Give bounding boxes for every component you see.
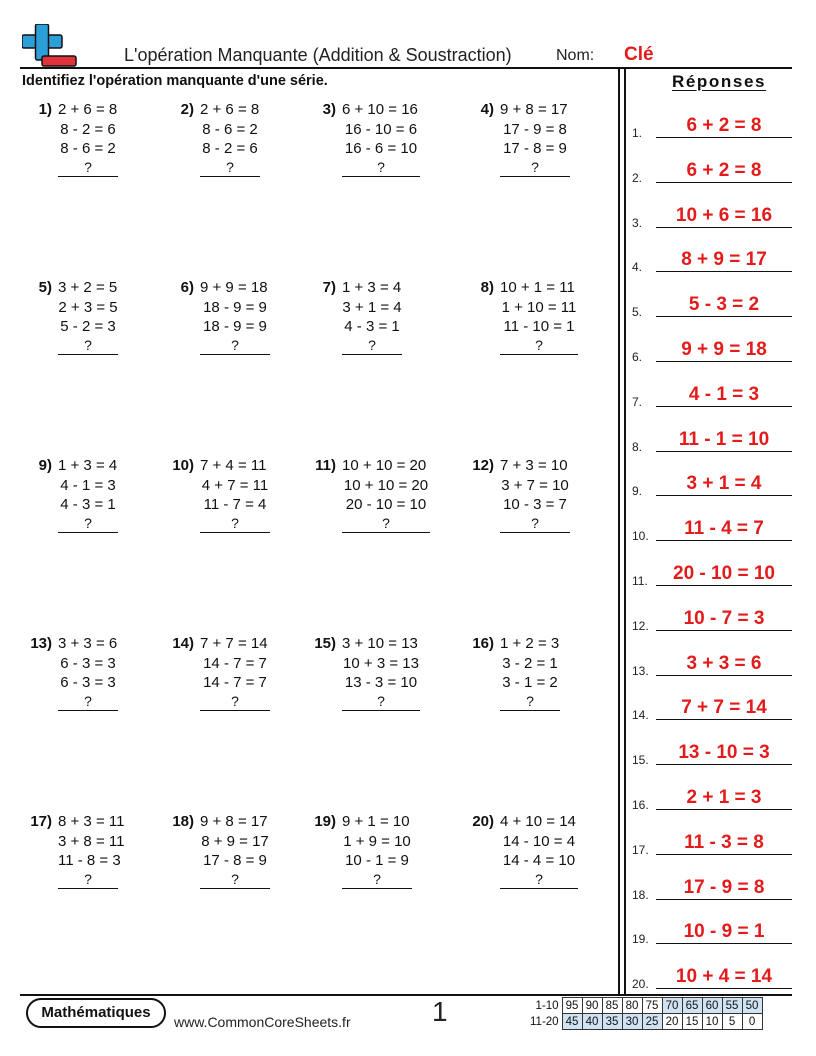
answer-number: 17. bbox=[632, 842, 649, 857]
answer-text: 10 + 6 = 16 bbox=[675, 204, 773, 226]
equation: 11 - 10 = 1 bbox=[503, 318, 575, 335]
equation: 5 - 2 = 3 bbox=[60, 318, 116, 335]
page-number: 1 bbox=[432, 996, 448, 1027]
answer-row bbox=[632, 872, 792, 902]
score-table bbox=[527, 997, 763, 1030]
answer-line bbox=[656, 809, 792, 810]
problem-number: 8) bbox=[480, 279, 494, 296]
answer-line bbox=[656, 899, 792, 900]
header-divider bbox=[20, 67, 792, 69]
answer-text: 5 - 3 = 2 bbox=[688, 294, 760, 316]
score-cell: 45 bbox=[562, 1014, 582, 1030]
name-value: Clé bbox=[624, 44, 654, 65]
equation: 11 - 8 = 3 bbox=[58, 852, 121, 869]
problem-15 bbox=[304, 634, 444, 734]
answer-number: 10. bbox=[632, 529, 649, 544]
answer-text: 8 + 9 = 17 bbox=[681, 249, 767, 271]
equation: 10 - 1 = 9 bbox=[345, 852, 409, 869]
answer-line bbox=[656, 495, 792, 496]
equation-group bbox=[200, 812, 270, 889]
equation-group bbox=[342, 278, 402, 355]
answer-number: 2. bbox=[632, 170, 643, 185]
equation: 17 - 8 = 9 bbox=[203, 852, 267, 869]
problem-number: 10) bbox=[172, 457, 194, 474]
answer-line bbox=[656, 406, 792, 407]
equation: 4 - 1 = 3 bbox=[60, 476, 116, 494]
answer-number: 8. bbox=[632, 439, 643, 454]
answer-text: 11 - 1 = 10 bbox=[678, 428, 770, 450]
problem-number: 16) bbox=[472, 635, 494, 652]
equation: 1 + 2 = 3 bbox=[500, 635, 560, 652]
equation: 4 - 3 = 1 bbox=[344, 318, 400, 335]
score-row-label: 1-10 bbox=[535, 999, 559, 1012]
plus-minus-icon bbox=[22, 24, 78, 70]
missing-operation-blank[interactable]: ? bbox=[500, 693, 560, 711]
equation: 8 - 2 = 6 bbox=[60, 120, 116, 138]
answer-number: 5. bbox=[632, 305, 643, 320]
missing-operation-blank[interactable]: ? bbox=[200, 159, 260, 177]
problem-20 bbox=[462, 812, 602, 912]
equation-group bbox=[200, 278, 270, 355]
answer-line bbox=[656, 630, 792, 631]
missing-operation-blank[interactable]: ? bbox=[200, 337, 270, 355]
equation: 7 + 3 = 10 bbox=[500, 457, 568, 474]
answer-row bbox=[632, 334, 792, 364]
problem-14 bbox=[162, 634, 302, 734]
missing-operation-blank[interactable]: ? bbox=[58, 515, 118, 533]
missing-operation-blank[interactable]: ? bbox=[500, 871, 578, 889]
score-cell: 5 bbox=[722, 1014, 742, 1030]
equation: 4 - 3 = 1 bbox=[60, 496, 116, 513]
problem-number: 18) bbox=[172, 813, 194, 830]
answer-text: 17 - 9 = 8 bbox=[683, 876, 765, 898]
equation: 3 + 3 = 6 bbox=[58, 635, 118, 652]
equation-group bbox=[500, 100, 570, 177]
answer-text: 3 + 1 = 4 bbox=[686, 473, 762, 495]
problem-number: 19) bbox=[314, 813, 336, 830]
answer-row bbox=[632, 648, 792, 678]
equation: 1 + 3 = 4 bbox=[342, 279, 402, 296]
answer-number: 4. bbox=[632, 260, 643, 275]
answer-line bbox=[656, 316, 792, 317]
equation: 4 + 7 = 11 bbox=[201, 476, 269, 494]
score-cell: 10 bbox=[702, 1014, 722, 1030]
equation: 3 + 10 = 13 bbox=[342, 635, 418, 652]
score-cell: 95 bbox=[562, 998, 582, 1014]
answer-number: 1. bbox=[632, 126, 643, 140]
column-divider-right bbox=[624, 68, 626, 994]
problem-number: 6) bbox=[180, 279, 194, 296]
equation: 8 - 6 = 2 bbox=[60, 140, 116, 157]
equation: 13 - 3 = 10 bbox=[344, 674, 418, 691]
answer-row bbox=[632, 558, 792, 588]
problem-number: 14) bbox=[172, 635, 194, 652]
answer-number: 18. bbox=[632, 887, 649, 902]
problem-number: 20) bbox=[472, 813, 494, 830]
answer-text: 7 + 7 = 14 bbox=[681, 697, 767, 719]
answer-row bbox=[632, 200, 792, 230]
missing-operation-blank[interactable]: ? bbox=[342, 693, 420, 711]
problem-number: 5) bbox=[38, 279, 52, 296]
answer-row bbox=[632, 468, 792, 498]
answer-number: 14. bbox=[632, 708, 649, 723]
problem-number: 15) bbox=[314, 635, 336, 652]
equation: 9 + 8 = 17 bbox=[500, 101, 568, 118]
problem-number: 3) bbox=[322, 101, 336, 118]
answer-text: 10 - 9 = 1 bbox=[683, 921, 765, 943]
equation: 4 + 10 = 14 bbox=[500, 813, 576, 830]
missing-operation-blank[interactable]: ? bbox=[342, 159, 420, 177]
answer-text: 13 - 10 = 3 bbox=[678, 742, 770, 764]
problem-3 bbox=[304, 100, 444, 200]
equation: 14 - 10 = 4 bbox=[502, 832, 576, 850]
answers-title: Réponses bbox=[672, 72, 767, 91]
problem-11 bbox=[304, 456, 444, 556]
problem-number: 17) bbox=[30, 813, 52, 830]
answer-number: 13. bbox=[632, 663, 649, 678]
problem-number: 1) bbox=[38, 101, 52, 118]
equation-group bbox=[500, 812, 578, 889]
equation-group bbox=[58, 100, 118, 177]
equation: 6 - 3 = 3 bbox=[60, 654, 116, 672]
equation: 3 + 2 = 5 bbox=[58, 279, 118, 296]
equation: 3 - 1 = 2 bbox=[502, 674, 558, 691]
equation: 10 - 3 = 7 bbox=[503, 496, 567, 513]
score-cell: 25 bbox=[642, 1014, 662, 1030]
missing-operation-blank[interactable]: ? bbox=[58, 159, 118, 177]
missing-operation-blank[interactable]: ? bbox=[58, 693, 118, 711]
equation: 9 + 1 = 10 bbox=[342, 813, 410, 830]
answer-line bbox=[656, 451, 792, 452]
missing-operation-blank[interactable]: ? bbox=[500, 337, 578, 355]
missing-operation-blank[interactable]: ? bbox=[500, 159, 570, 177]
equation: 3 - 2 = 1 bbox=[502, 654, 558, 672]
equation: 14 - 4 = 10 bbox=[502, 852, 576, 869]
score-row bbox=[527, 1014, 762, 1030]
equation: 1 + 3 = 4 bbox=[58, 457, 118, 474]
missing-operation-blank[interactable]: ? bbox=[342, 337, 402, 355]
score-cell: 30 bbox=[622, 1014, 642, 1030]
answer-number: 3. bbox=[632, 215, 643, 230]
equation: 16 - 10 = 6 bbox=[344, 120, 418, 138]
missing-operation-blank[interactable]: ? bbox=[200, 693, 270, 711]
equation-group bbox=[500, 634, 560, 711]
answer-line bbox=[656, 137, 792, 138]
answer-number: 6. bbox=[632, 350, 643, 364]
site-url[interactable]: www.CommonCoreSheets.fr bbox=[174, 1014, 351, 1030]
missing-operation-blank[interactable]: ? bbox=[200, 515, 270, 533]
answer-text: 4 - 1 = 3 bbox=[688, 383, 760, 405]
answer-text: 11 - 4 = 7 bbox=[684, 518, 764, 540]
score-cell: 0 bbox=[742, 1014, 762, 1030]
answer-line bbox=[656, 361, 792, 362]
equation: 7 + 7 = 14 bbox=[200, 635, 268, 652]
column-divider-left bbox=[618, 68, 620, 994]
missing-operation-blank[interactable]: ? bbox=[342, 515, 430, 533]
answer-row bbox=[632, 155, 792, 185]
answer-number: 7. bbox=[632, 394, 643, 409]
missing-operation-blank[interactable]: ? bbox=[58, 871, 118, 889]
score-row-label: 11-20 bbox=[530, 1015, 559, 1028]
score-row bbox=[527, 998, 762, 1014]
equation-group bbox=[58, 278, 118, 355]
equation: 6 - 3 = 3 bbox=[60, 674, 116, 691]
equation: 1 + 10 = 11 bbox=[501, 298, 577, 316]
equation: 16 - 6 = 10 bbox=[344, 140, 418, 157]
answer-line bbox=[656, 271, 792, 272]
answer-line bbox=[656, 182, 792, 183]
equation: 14 - 7 = 7 bbox=[203, 654, 267, 672]
answer-line bbox=[656, 227, 792, 228]
instructions: Identifiez l'opération manquante d'une série. bbox=[22, 73, 328, 89]
equation-group bbox=[500, 278, 578, 355]
equation: 20 - 10 = 10 bbox=[345, 496, 427, 513]
answer-row bbox=[632, 603, 792, 633]
score-cell: 80 bbox=[622, 998, 642, 1014]
problem-number: 11) bbox=[315, 457, 336, 474]
score-cell: 35 bbox=[602, 1014, 622, 1030]
equation: 7 + 4 = 11 bbox=[200, 457, 267, 474]
answer-number: 16. bbox=[632, 798, 649, 812]
answer-number: 20. bbox=[632, 977, 649, 992]
equation: 11 - 7 = 4 bbox=[203, 496, 267, 513]
equation: 9 + 8 = 17 bbox=[200, 813, 268, 830]
answer-line bbox=[656, 988, 792, 989]
equation: 10 + 1 = 11 bbox=[500, 279, 575, 296]
problem-number: 7) bbox=[322, 279, 336, 296]
page-title: L'opération Manquante (Addition & Soustraction) bbox=[124, 45, 512, 65]
equation: 2 + 3 = 5 bbox=[58, 298, 118, 316]
answer-number: 15. bbox=[632, 753, 649, 768]
answer-row bbox=[632, 244, 792, 274]
problem-number: 12) bbox=[472, 457, 494, 474]
problem-5 bbox=[20, 278, 160, 378]
equation-group bbox=[200, 456, 270, 533]
equation: 6 + 10 = 16 bbox=[342, 101, 418, 118]
footer-divider bbox=[20, 994, 792, 996]
answer-text: 6 + 2 = 8 bbox=[686, 115, 762, 136]
equation: 10 + 10 = 20 bbox=[343, 476, 429, 494]
equation: 17 - 9 = 8 bbox=[503, 120, 567, 138]
answer-row bbox=[632, 379, 792, 409]
answer-text: 11 - 3 = 8 bbox=[684, 831, 764, 853]
answer-row bbox=[632, 737, 792, 767]
equation: 9 + 9 = 18 bbox=[200, 279, 268, 296]
equation-group bbox=[342, 634, 420, 711]
answer-line bbox=[656, 943, 792, 944]
equation-group bbox=[342, 812, 412, 889]
equation: 8 + 9 = 17 bbox=[201, 832, 269, 850]
missing-operation-blank[interactable]: ? bbox=[500, 515, 570, 533]
answer-row bbox=[632, 916, 792, 946]
problem-number: 4) bbox=[480, 101, 494, 118]
problem-12 bbox=[462, 456, 602, 556]
problem-4 bbox=[462, 100, 602, 200]
answer-number: 19. bbox=[632, 932, 649, 947]
equation-group bbox=[200, 634, 270, 711]
answer-row bbox=[632, 692, 792, 722]
equation: 14 - 7 = 7 bbox=[203, 674, 267, 691]
answer-number: 9. bbox=[632, 484, 643, 499]
equation-group bbox=[200, 100, 260, 177]
equation: 3 + 8 = 11 bbox=[58, 832, 125, 850]
answer-text: 10 - 7 = 3 bbox=[683, 607, 765, 629]
answer-text: 2 + 1 = 3 bbox=[686, 787, 762, 808]
score-cell: 55 bbox=[722, 998, 742, 1014]
missing-operation-blank[interactable]: ? bbox=[342, 871, 412, 889]
missing-operation-blank[interactable]: ? bbox=[58, 337, 118, 355]
answer-row bbox=[632, 110, 792, 140]
equation: 10 + 10 = 20 bbox=[342, 457, 427, 474]
problem-16 bbox=[462, 634, 602, 734]
equation: 8 + 3 = 11 bbox=[58, 813, 125, 830]
equation: 1 + 9 = 10 bbox=[343, 832, 411, 850]
score-cell: 75 bbox=[642, 998, 662, 1014]
problem-number: 13) bbox=[30, 635, 52, 652]
answer-line bbox=[656, 854, 792, 855]
answer-line bbox=[656, 719, 792, 720]
equation: 10 + 3 = 13 bbox=[343, 654, 419, 672]
equation-group bbox=[342, 100, 420, 177]
equation-group bbox=[58, 634, 118, 711]
problem-number: 2) bbox=[180, 101, 194, 118]
brand-badge: Mathématiques bbox=[26, 998, 166, 1028]
equation: 2 + 6 = 8 bbox=[200, 101, 260, 118]
score-cell: 40 bbox=[582, 1014, 602, 1030]
equation: 17 - 8 = 9 bbox=[503, 140, 567, 157]
answer-text: 20 - 10 = 10 bbox=[673, 563, 775, 584]
problem-9 bbox=[20, 456, 160, 556]
answer-text: 3 + 3 = 6 bbox=[686, 652, 762, 674]
answer-text: 6 + 2 = 8 bbox=[686, 159, 762, 181]
problem-7 bbox=[304, 278, 444, 378]
score-cell: 70 bbox=[662, 998, 682, 1014]
problem-18 bbox=[162, 812, 302, 912]
problem-number: 9) bbox=[38, 457, 52, 474]
score-cell: 60 bbox=[702, 998, 722, 1014]
problem-1 bbox=[20, 100, 160, 200]
equation: 8 - 2 = 6 bbox=[202, 140, 258, 157]
answer-text: 10 + 4 = 14 bbox=[675, 966, 773, 988]
score-cell: 85 bbox=[602, 998, 622, 1014]
equation: 18 - 9 = 9 bbox=[203, 298, 267, 316]
equation-group bbox=[58, 812, 125, 889]
answer-line bbox=[656, 585, 792, 586]
score-cell: 50 bbox=[742, 998, 762, 1014]
problem-17 bbox=[20, 812, 160, 912]
equation: 8 - 6 = 2 bbox=[202, 120, 258, 138]
answer-row bbox=[632, 424, 792, 454]
problem-2 bbox=[162, 100, 302, 200]
score-cell: 65 bbox=[682, 998, 702, 1014]
answer-number: 11. bbox=[632, 574, 648, 588]
equation-group bbox=[342, 456, 430, 533]
missing-operation-blank[interactable]: ? bbox=[200, 871, 270, 889]
equation-group bbox=[500, 456, 570, 533]
score-cell: 20 bbox=[662, 1014, 682, 1030]
answer-text: 9 + 9 = 18 bbox=[681, 339, 767, 360]
answer-row bbox=[632, 782, 792, 812]
answer-line bbox=[656, 675, 792, 676]
name-label: Nom: bbox=[556, 47, 595, 64]
problem-13 bbox=[20, 634, 160, 734]
answer-line bbox=[656, 764, 792, 765]
score-cell: 90 bbox=[582, 998, 602, 1014]
answer-row bbox=[632, 289, 792, 319]
equation-group bbox=[58, 456, 118, 533]
equation: 2 + 6 = 8 bbox=[58, 101, 118, 118]
problem-10 bbox=[162, 456, 302, 556]
equation: 3 + 1 = 4 bbox=[342, 298, 402, 316]
problem-6 bbox=[162, 278, 302, 378]
answer-row bbox=[632, 513, 792, 543]
score-cell: 15 bbox=[682, 1014, 702, 1030]
equation: 18 - 9 = 9 bbox=[203, 318, 267, 335]
answer-number: 12. bbox=[632, 618, 649, 633]
answer-row bbox=[632, 827, 792, 857]
problem-8 bbox=[462, 278, 602, 378]
equation: 3 + 7 = 10 bbox=[501, 476, 569, 494]
answer-line bbox=[656, 540, 792, 541]
answer-row bbox=[632, 961, 792, 991]
problem-19 bbox=[304, 812, 444, 912]
